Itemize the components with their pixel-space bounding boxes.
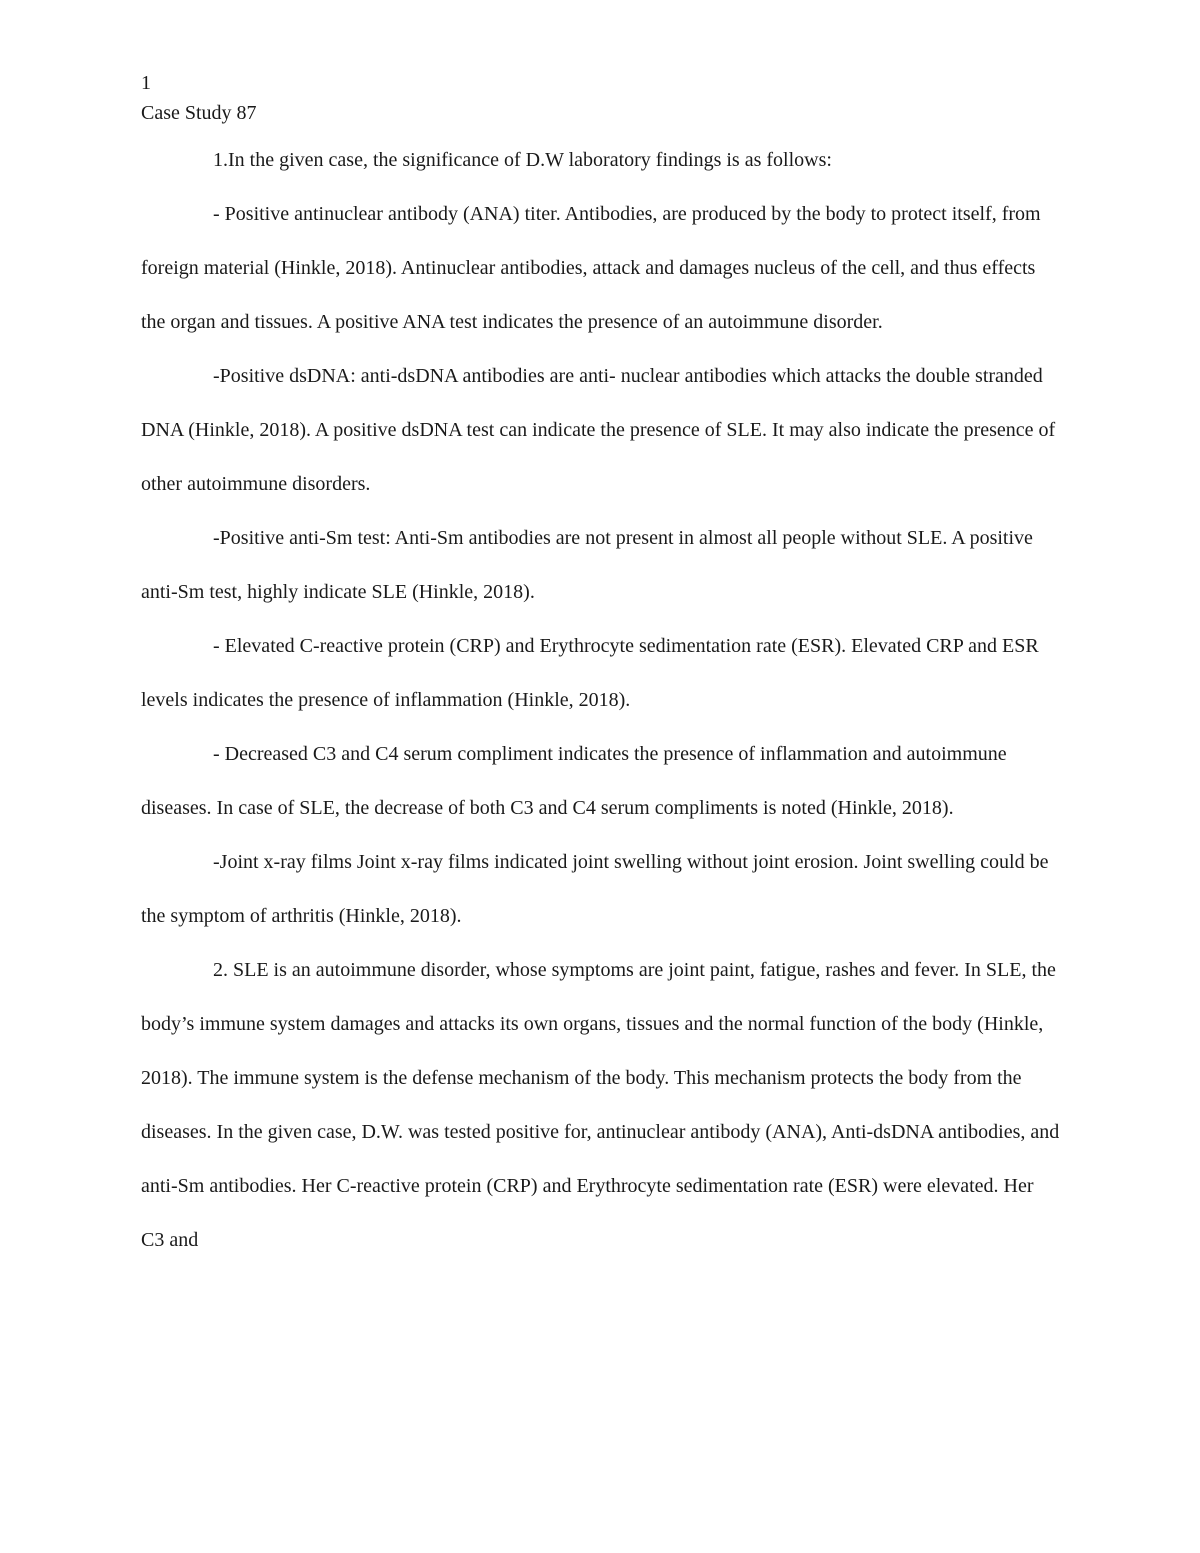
document-body (141, 68, 1061, 1267)
paragraph-anti-sm: -Positive anti-Sm test: Anti-Sm antibodies are not present in almost all people without SLE. A positive anti-Sm test, highly indicate SLE (Hinkle, 2018). (141, 527, 1033, 603)
paragraph-dsdna: -Positive dsDNA: anti-dsDNA antibodies are anti- nuclear antibodies which attacks the double stranded DNA (Hinkle, 2018). A positive dsDNA test can indicate the presence of SLE. It may also indicate the presence of other autoimmune disorders. (141, 365, 1056, 495)
paragraph-xray: -Joint x-ray films Joint x-ray films indicated joint swelling without joint erosion. Joint swelling could be the symptom of arthritis (Hinkle, 2018). (141, 851, 1049, 927)
paragraph-sle: 2. SLE is an autoimmune disorder, whose symptoms are joint paint, fatigue, rashes and fever. In SLE, the body’s immune system damages and attacks its own organs, tissues and the normal function of the body (Hinkle, 2018). The immune system is the defense mechanism of the body. This mechanism protects the body from the diseases. In the given case, D.W. was tested positive for, antinuclear antibody (ANA), Anti-dsDNA antibodies, and anti-Sm antibodies. Her C-reactive protein (CRP) and Erythrocyte sedimentation rate (ESR) were elevated. Her C3 and (141, 959, 1060, 1251)
paragraph-intro: 1.In the given case, the significance of D.W laboratory findings is as follows: (213, 149, 832, 171)
page-number: 1 (141, 72, 151, 94)
document-title: Case Study 87 (141, 102, 257, 124)
paragraph-ana: - Positive antinuclear antibody (ANA) titer. Antibodies, are produced by the body to protect itself, from foreign material (Hinkle, 2018). Antinuclear antibodies, attack and damages nucleus of the cell, and thus effects the organ and tissues. A positive ANA test indicates the presence of an autoimmune disorder. (141, 203, 1041, 333)
paragraph-c3-c4: - Decreased C3 and C4 serum compliment indicates the presence of inflammation and autoimmune diseases. In case of SLE, the decrease of both C3 and C4 serum compliments is noted (Hinkle, 2018). (141, 743, 1007, 819)
paragraph-crp-esr: - Elevated C-reactive protein (CRP) and Erythrocyte sedimentation rate (ESR). Elevated CRP and ESR levels indicates the presence of inflammation (Hinkle, 2018). (141, 635, 1039, 711)
